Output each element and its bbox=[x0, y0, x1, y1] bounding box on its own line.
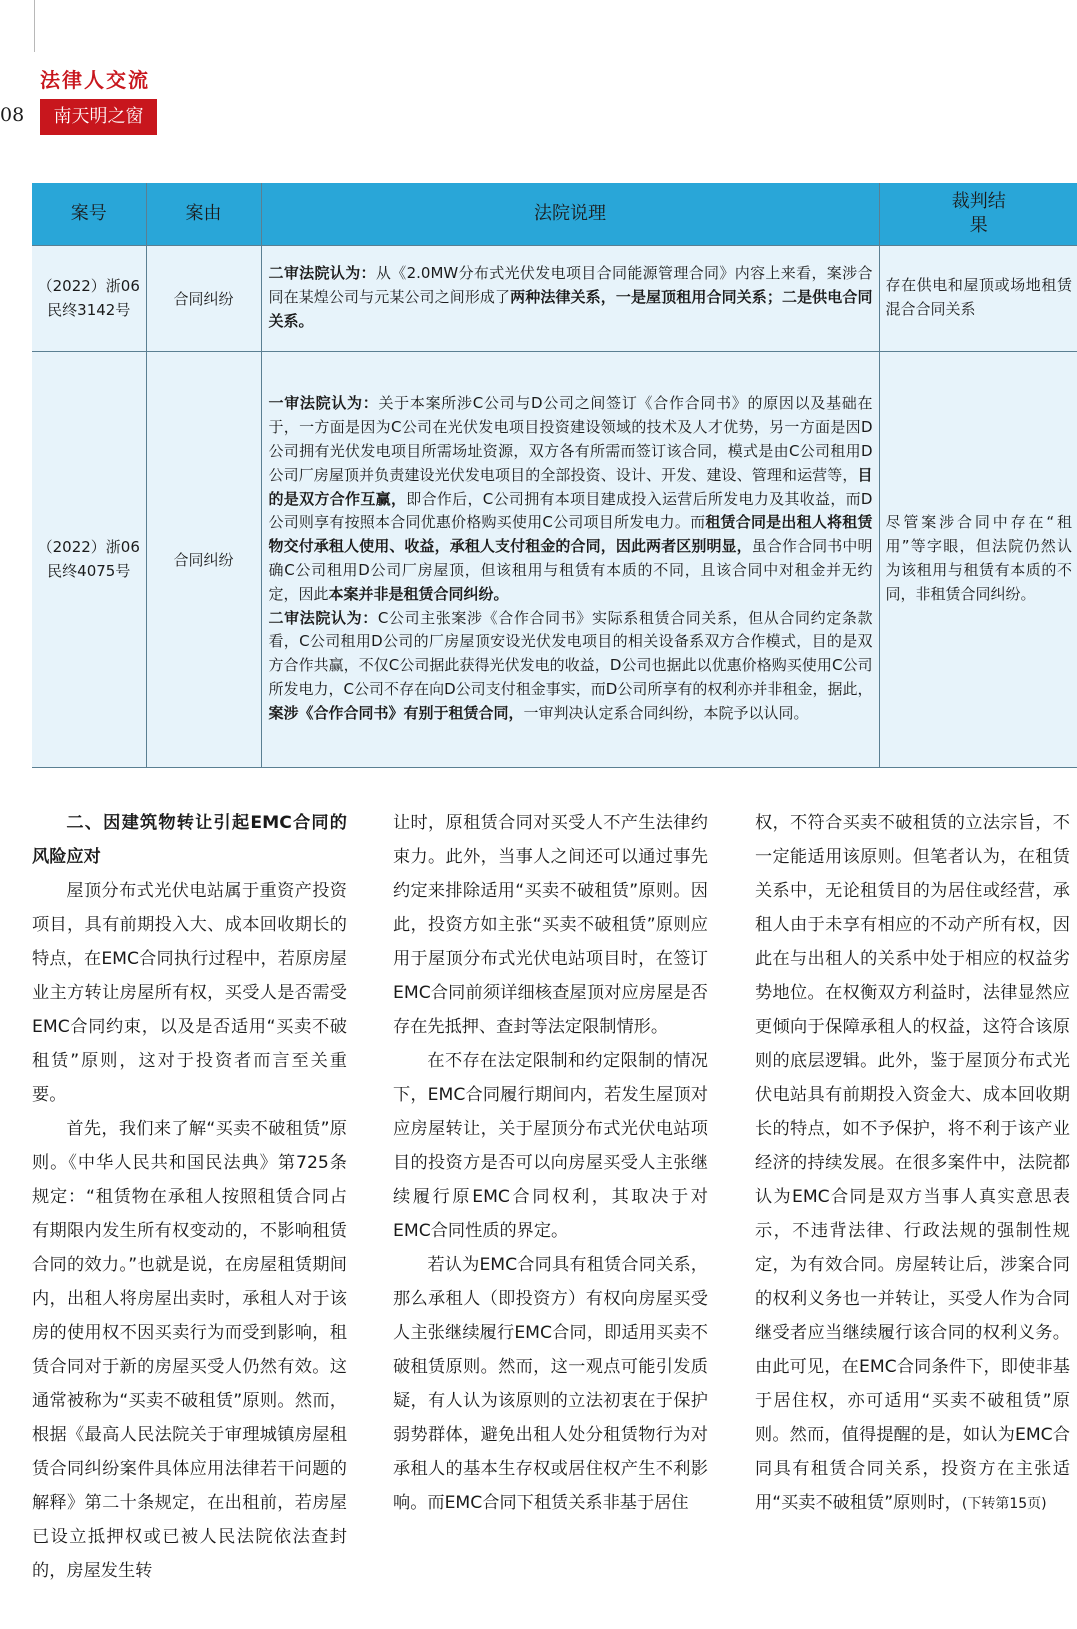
case-number: （2022）浙06民终3142号 bbox=[32, 245, 146, 351]
body-text: C公司主张案涉《合作合同书》实际系租赁合同关系，但从合同约定条款看，C公司租用D公司的厂房屋顶安设光伏发电项目的相关设备系双方合作模式，目的是双方合作共赢，不仅C公司据此获得光伏发电的收益，D公司也据此以优惠价格购买使用C公司所发电力，C公司不存在向D公司支付租金事实，而D公司所享有的权利亦并非租金，据此， bbox=[268, 608, 873, 698]
case-cause: 合同纠纷 bbox=[146, 245, 261, 351]
body-text: 从《2.0MW分布式光伏发电项目合同能源管理合同》内容上来看，案涉合同在某煌公司与元某公司之间形成了 bbox=[268, 264, 873, 307]
table-header-row bbox=[32, 183, 1077, 245]
header-judgment-result bbox=[879, 183, 1077, 245]
paragraph: 首先，我们来了解“买卖不破租赁”原则。《中华人民共和国民法典》第725条规定：“租赁物在承租人按照租赁合同占有期限内发生所有权变动的，不影响租赁合同的效力。”也就是说，在房屋租赁期间内，出租人将房屋出卖时，承租人对于该房的使用权不因买卖行为而受到影响，租赁合同对于新的房屋买受人仍然有效。这通常被称为“买卖不破租赁”原则。然而，根据《最高人民法院关于审理城镇房屋租赁合同纠纷案件具体应用法律若干问题的解释》第二十条规定，在出租前，若房屋已设立抵押权或已被人民法院依法查封的，房屋发生转 bbox=[32, 1119, 347, 1581]
paragraph: 权，不符合买卖不破租赁的立法宗旨，不一定能适用该原则。但笔者认为，在租赁关系中，无论租赁目的为居住或经营，承租人由于未享有相应的不动产所有权，因此在与出租人的关系中处于相应的权益劣势地位。在权衡双方利益时，法律显然应更倾向于保障承租人的权益，这符合该原则的底层逻辑。此外，鉴于屋顶分布式光伏电站具有前期投入资金大、成本回收期长的特点，如不予保护，将不利于该产业经济的持续发展。在很多案件中，法院都认为EMC合同是双方当事人真实意思表示，不违背法律、行政法规的强制性规定，为有效合同。房屋转让后，涉案合同的权利义务也一并转让，买受人作为合同继受者应当继续履行该合同的权利义务。由此可见，在EMC合同条件下，即使非基于居住权，亦可适用“买卖不破租赁”原则。然而，值得提醒的是，如认为EMC合同具有租赁合同关系，投资方在主张适用“买卖不破租赁”原则时，(下转第15页) bbox=[755, 813, 1070, 1513]
section-title: 法律人交流 bbox=[40, 68, 150, 92]
page-number: 08 bbox=[0, 104, 25, 126]
section-heading: 二、因建筑物转让引起EMC合同的风险应对 bbox=[32, 813, 347, 867]
paragraph: 若认为EMC合同具有租赁合同关系，那么承租人（即投资方）有权向房屋买受人主张继续履行EMC合同，即适用买卖不破租赁原则。然而，这一观点可能引发质疑，有人认为该原则的立法初衷在于保护弱势群体，避免出租人处分租赁物行为对承租人的基本生存权或居住权产生不利影响。而EMC合同下租赁关系非基于居住 bbox=[393, 1255, 708, 1513]
body-text: 一审判决认定系合同纠纷，本院予以认同。 bbox=[523, 703, 809, 722]
header-judgment-result-text: 裁判结果 bbox=[951, 190, 1006, 236]
emphasis-text: 一审法院认为： bbox=[268, 394, 379, 413]
case-cause: 合同纠纷 bbox=[146, 351, 261, 767]
header-court-reasoning: 法院说理 bbox=[261, 183, 879, 245]
emphasis-text: 二审法院认为： bbox=[268, 264, 376, 283]
column-badge: 南天明之窗 bbox=[40, 99, 157, 135]
body-text: 虽合作合同书中明确C公司租用D公司厂房屋顶，但该租用与租赁有本质的不同，且该合同中对租金并无约定，因此 bbox=[268, 537, 873, 603]
paragraph: 让时，原租赁合同对买受人不产生法律约束力。此外，当事人之间还可以通过事先约定来排除适用“买卖不破租赁”原则。因此，投资方如主张“买卖不破租赁”原则应用于屋顶分布式光伏电站项目时，在签订EMC合同前须详细核查屋顶对应房屋是否存在先抵押、查封等法定限制情形。 bbox=[393, 813, 708, 1037]
judgment-result: 尽管案涉合同中存在“租用”等字眼，但法院仍然认为该租用与租赁有本质的不同，非租赁合同纠纷。 bbox=[879, 351, 1077, 767]
body-column-1 bbox=[32, 806, 347, 1588]
body-text: 即合作后，C公司拥有本项目建成投入运营后所发电力及其收益，而D公司则享有按照本合同优惠价格购买使用C公司项目所发电力。而 bbox=[268, 489, 873, 532]
table-row bbox=[32, 351, 1077, 767]
emphasis-text: 租赁合同是出租人将租赁物交付承租人使用、收益，承租人支付租金的合同，因此两者区别明显， bbox=[268, 513, 873, 556]
court-reasoning bbox=[261, 351, 879, 767]
body-column-2 bbox=[393, 806, 708, 1520]
header-cause: 案由 bbox=[146, 183, 261, 245]
case-number: （2022）浙06民终4075号 bbox=[32, 351, 146, 767]
emphasis-text: 本案并非是租赁合同纠纷。 bbox=[328, 584, 509, 603]
body-text: 关于本案所涉C公司与D公司之间签订《合作合同书》的原因以及基础在于，一方面是因为C公司在光伏发电项目投资建设领域的技术及人才优势，另一方面是因D公司拥有光伏发电项目所需场址资源，双方各有所需而签订该合同，模式是由C公司租用D公司厂房屋顶并负责建设光伏发电项目的全部投资、设计、开发、建设、管理和运营等， bbox=[268, 394, 873, 484]
body-column-3 bbox=[755, 806, 1070, 1521]
emphasis-text: 二审法院认为： bbox=[268, 608, 378, 627]
header-rule bbox=[34, 0, 35, 52]
table-row bbox=[32, 245, 1077, 351]
emphasis-text: 目的是双方合作互赢， bbox=[268, 465, 873, 508]
continuation-note: (下转第15页) bbox=[961, 1496, 1047, 1512]
header-case-no: 案号 bbox=[32, 183, 146, 245]
emphasis-text: 两种法律关系，一是屋顶租用合同关系；二是供电合同关系。 bbox=[268, 288, 873, 330]
emphasis-text: 案涉《合作合同书》有别于租赁合同， bbox=[268, 703, 524, 722]
case-table bbox=[32, 183, 1077, 768]
judgment-result: 存在供电和屋顶或场地租赁混合合同关系 bbox=[879, 245, 1077, 351]
paragraph: 在不存在法定限制和约定限制的情况下，EMC合同履行期间内，若发生屋顶对应房屋转让，关于屋顶分布式光伏电站项目的投资方是否可以向房屋买受人主张继续履行原EMC合同权利，其取决于对EMC合同性质的界定。 bbox=[393, 1051, 708, 1241]
paragraph: 屋顶分布式光伏电站属于重资产投资项目，具有前期投入大、成本回收期长的特点，在EMC合同执行过程中，若原房屋业主方转让房屋所有权，买受人是否需受EMC合同约束，以及是否适用“买卖不破租赁”原则，这对于投资者而言至关重要。 bbox=[32, 881, 347, 1105]
court-reasoning bbox=[261, 245, 879, 351]
